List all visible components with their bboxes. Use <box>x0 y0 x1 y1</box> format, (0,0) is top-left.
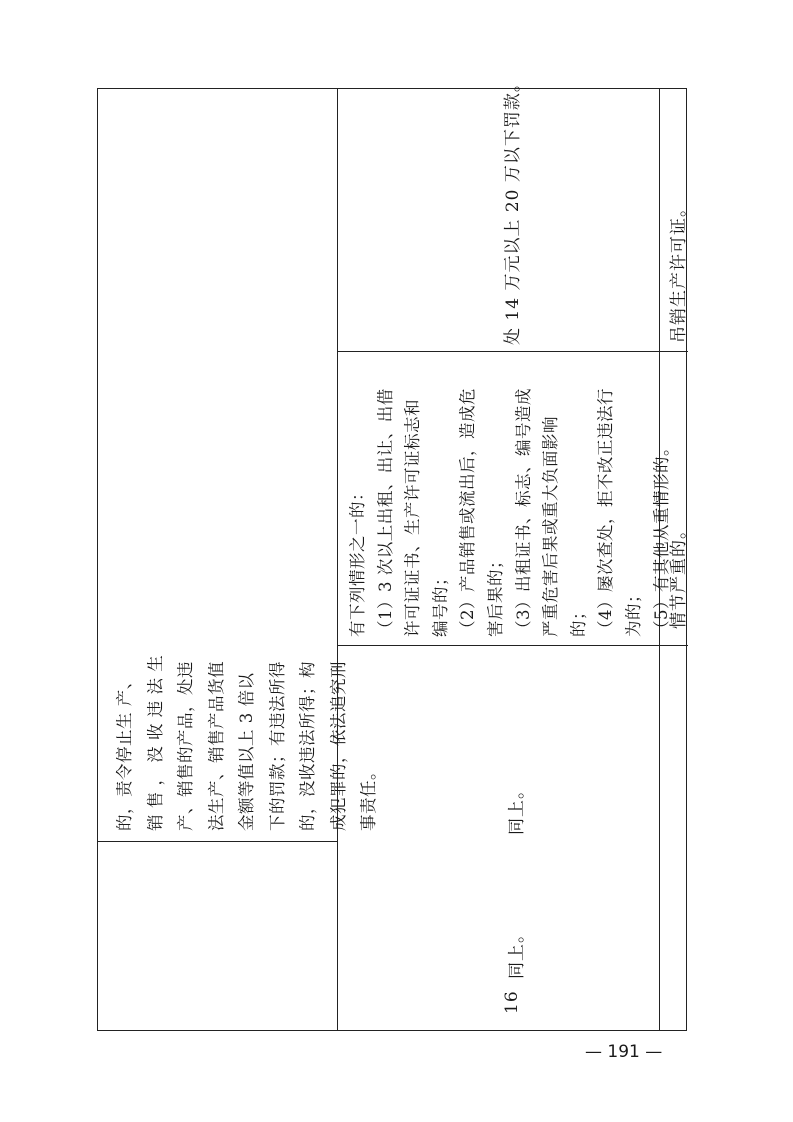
table-column-rule <box>337 89 338 1030</box>
circumstance-line: 为的； <box>623 586 643 637</box>
fine-standard-text: 处 14 万元以上 20 万以下罚款。 <box>503 74 523 345</box>
circumstance-list <box>344 388 675 637</box>
penalty-line: 产、销售的产品，处违 <box>176 661 195 831</box>
table-row-rule <box>337 351 688 352</box>
circumstance-line: 严重危害后果或重大负面影响 <box>541 416 561 637</box>
penalty-line: 法生产、销售产品货值 <box>206 661 226 831</box>
circumstance-line: （4）屡次查处，拒不改正违法行 <box>596 388 616 637</box>
table-row-rule <box>98 841 337 842</box>
circumstance-line: （5）有其他从重情形的。 <box>651 439 671 637</box>
table-row-rule <box>337 645 688 646</box>
circumstance-line: 编号的； <box>430 569 450 637</box>
circumstance-line: 的； <box>568 603 588 637</box>
penalty-line: 金额等值以上 3 倍以 <box>237 672 256 831</box>
circumstance-same-text: 同上。 <box>507 781 527 835</box>
circumstance-line: 有下列情形之一的： <box>348 484 367 637</box>
basis-text: 同上。 <box>507 925 527 979</box>
penalty-table <box>97 74 689 1031</box>
circumstance-line: （2）产品销售或流出后，造成危 <box>458 388 478 637</box>
severe-circumstance-text: 情节严重的。 <box>669 521 689 629</box>
license-revocation-text: 吊销生产许可证。 <box>669 199 689 343</box>
circumstance-line: （3）出租证书、标志、编号造成 <box>513 388 533 637</box>
penalty-line: 销 售 ， 没 收 违 法 生 <box>145 654 165 831</box>
penalty-line: 的，责令停止生 产、 <box>115 672 134 831</box>
page-number: — 191 — <box>585 1042 663 1062</box>
circumstance-line: （1）3 次以上出租、出让、出借 <box>375 388 395 637</box>
penalty-line: 下的罚款；有违法所得 <box>267 661 287 831</box>
circumstance-line: 许可证证书、生产许可证标志和 <box>403 399 423 637</box>
penalty-line: 成犯罪的，依法追究刑 <box>328 661 348 831</box>
penalty-text <box>110 655 385 831</box>
penalty-line: 事责任。 <box>359 763 378 831</box>
row-number: 16 <box>502 990 522 1014</box>
circumstance-line: 害后果的； <box>485 552 505 637</box>
penalty-line: 的，没收违法所得；构 <box>298 661 317 831</box>
